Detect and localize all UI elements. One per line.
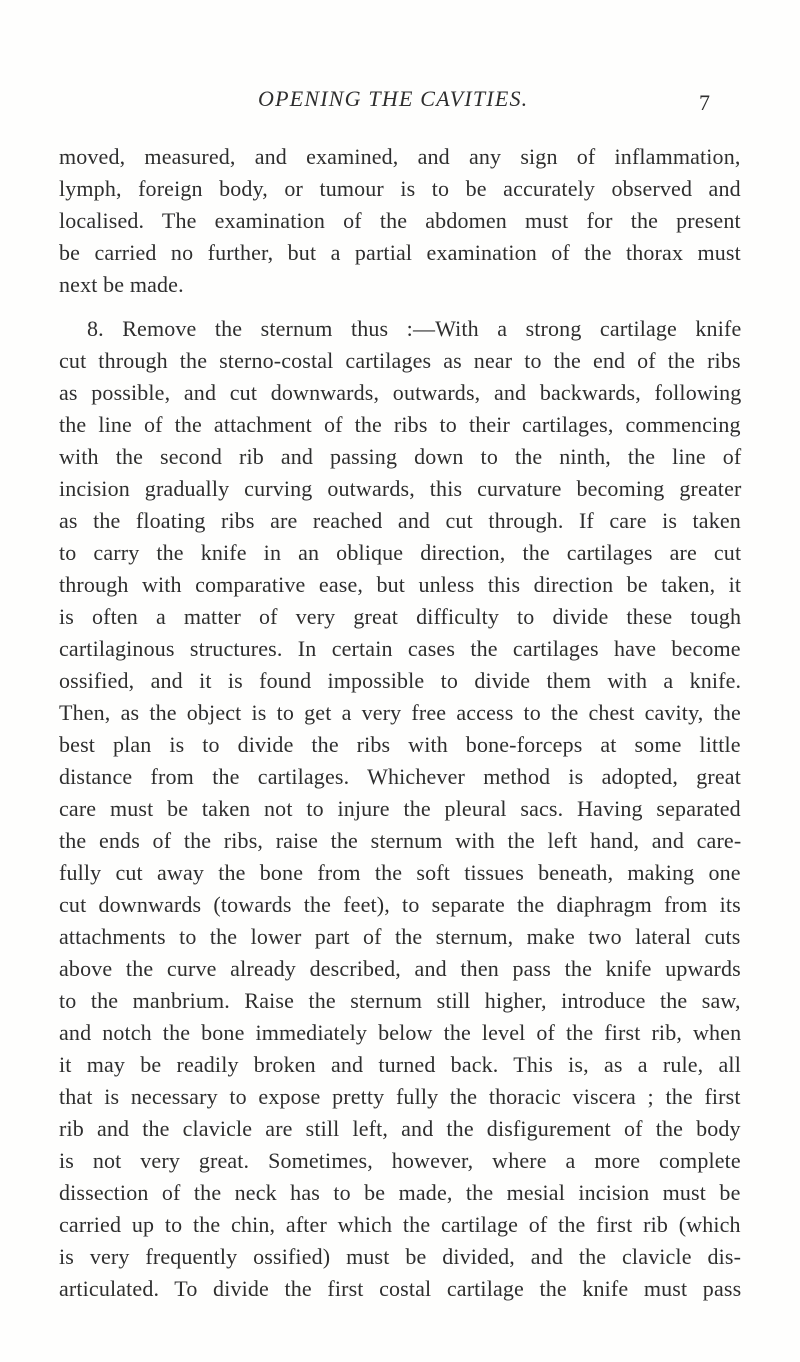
text-line: is not very great. Sometimes, however, where a more complete [59, 1148, 741, 1173]
text-line: cartilaginous structures. In certain cases the cartilages have become [59, 636, 741, 661]
text-line: as possible, and cut downwards, outwards, and backwards, following [59, 380, 742, 405]
text-line: cut downwards (towards the feet), to separate the diaphragm from its [59, 892, 741, 917]
text-line: is often a matter of very great difficulty to divide these tough [59, 604, 742, 629]
text-line: Then, as the object is to get a very free access to the chest cavity, the [59, 700, 741, 725]
text-line: carried up to the chin, after which the cartilage of the first rib (which [59, 1212, 741, 1237]
page-number: 7 [699, 90, 710, 115]
text-line: care must be taken not to injure the pleural sacs. Having separated [59, 796, 741, 821]
text-line: the line of the attachment of the ribs to their cartilages, commencing [59, 412, 741, 437]
text-line: as the floating ribs are reached and cut through. If care is taken [59, 508, 741, 533]
text-line: lymph, foreign body, or tumour is to be accurately observed and [59, 176, 741, 201]
text-line: is very frequently ossified) must be divided, and the clavicle dis- [59, 1244, 742, 1269]
text-line: localised. The examination of the abdomen must for the present [59, 208, 741, 233]
text-line: distance from the cartilages. Whichever method is adopted, great [59, 764, 741, 789]
text-line: next be made. [59, 272, 184, 297]
text-line: best plan is to divide the ribs with bone-forceps at some little [59, 732, 741, 757]
text-line: through with comparative ease, but unless this direction be taken, it [59, 572, 742, 597]
text-line: to the manbrium. Raise the sternum still higher, introduce the saw, [59, 988, 741, 1013]
text-line: be carried no further, but a partial examination of the thorax must [59, 240, 741, 265]
text-line: attachments to the lower part of the sternum, make two lateral cuts [59, 924, 741, 949]
text-line: fully cut away the bone from the soft tissues beneath, making one [59, 860, 741, 885]
text-line: and notch the bone immediately below the level of the first rib, when [59, 1020, 742, 1045]
text-line: above the curve already described, and then pass the knife upwards [59, 956, 741, 981]
text-line: articulated. To divide the first costal cartilage the knife must pass [59, 1276, 742, 1301]
text-line: with the second rib and passing down to the ninth, the line of [59, 444, 742, 469]
text-line: dissection of the neck has to be made, the mesial incision must be [59, 1180, 741, 1205]
text-line: 8. Remove the sternum thus :—With a strong cartilage knife [87, 316, 742, 341]
text-line: ossified, and it is found impossible to divide them with a knife. [59, 668, 742, 693]
text-line: it may be readily broken and turned back. This is, as a rule, all [59, 1052, 741, 1077]
text-line: that is necessary to expose pretty fully the thoracic viscera ; the first [59, 1084, 741, 1109]
text-line: the ends of the ribs, raise the sternum with the left hand, and care- [59, 828, 742, 853]
text-line: to carry the knife in an oblique direction, the cartilages are cut [59, 540, 742, 565]
text-line: cut through the sterno-costal cartilages as near to the end of the ribs [59, 348, 741, 373]
running-head: OPENING THE CAVITIES. [258, 86, 529, 111]
text-line: rib and the clavicle are still left, and the disfigurement of the body [59, 1116, 741, 1141]
text-line: moved, measured, and examined, and any sign of inflammation, [59, 144, 741, 169]
text-line: incision gradually curving outwards, this curvature becoming greater [59, 476, 742, 501]
